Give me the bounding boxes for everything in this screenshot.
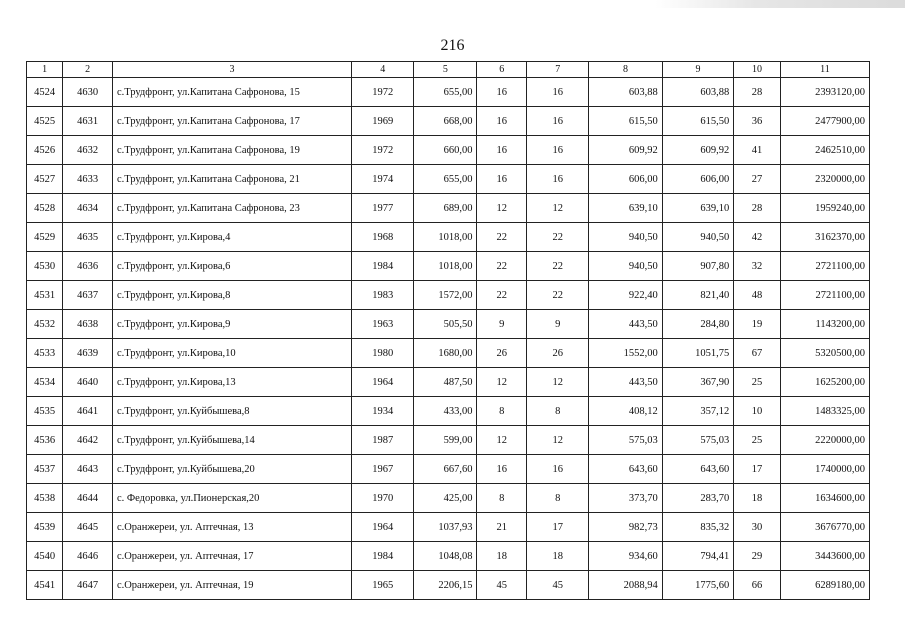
cell-apartments-count: 12 bbox=[477, 426, 527, 455]
cell-apartments-count-2: 26 bbox=[527, 339, 589, 368]
cell-year-built: 1977 bbox=[352, 194, 414, 223]
housing-register-table bbox=[26, 61, 870, 600]
cell-living-area: 609,92 bbox=[589, 136, 663, 165]
table-row bbox=[27, 310, 870, 339]
cell-building-id: 4646 bbox=[63, 542, 113, 571]
cell-living-area: 940,50 bbox=[589, 252, 663, 281]
cell-apartments-count: 22 bbox=[477, 223, 527, 252]
table-body bbox=[27, 78, 870, 600]
cell-living-area: 1552,00 bbox=[589, 339, 663, 368]
table-row bbox=[27, 78, 870, 107]
cell-living-area: 922,40 bbox=[589, 281, 663, 310]
column-header: 5 bbox=[414, 62, 477, 78]
cell-address: с.Трудфронт, ул.Капитана Сафронова, 23 bbox=[112, 194, 351, 223]
cell-apartments-count: 16 bbox=[477, 107, 527, 136]
cell-living-area-2: 367,90 bbox=[662, 368, 733, 397]
cell-residents-count: 67 bbox=[734, 339, 781, 368]
cell-year-built: 1969 bbox=[352, 107, 414, 136]
table-row bbox=[27, 194, 870, 223]
cell-address: с.Трудфронт, ул.Кирова,8 bbox=[112, 281, 351, 310]
cell-living-area: 639,10 bbox=[589, 194, 663, 223]
table-row bbox=[27, 513, 870, 542]
cell-row-number: 4529 bbox=[27, 223, 63, 252]
cell-total-area: 689,00 bbox=[414, 194, 477, 223]
cell-year-built: 1984 bbox=[352, 542, 414, 571]
cell-row-number: 4524 bbox=[27, 78, 63, 107]
cell-year-built: 1972 bbox=[352, 136, 414, 165]
cell-address: с.Трудфронт, ул.Куйбышева,14 bbox=[112, 426, 351, 455]
cell-residents-count: 18 bbox=[734, 484, 781, 513]
cell-apartments-count-2: 8 bbox=[527, 484, 589, 513]
cell-address: с.Трудфронт, ул.Капитана Сафронова, 17 bbox=[112, 107, 351, 136]
cell-total-area: 655,00 bbox=[414, 165, 477, 194]
cell-row-number: 4537 bbox=[27, 455, 63, 484]
cell-row-number: 4541 bbox=[27, 571, 63, 600]
cell-living-area: 643,60 bbox=[589, 455, 663, 484]
cell-living-area: 443,50 bbox=[589, 310, 663, 339]
cell-building-id: 4645 bbox=[63, 513, 113, 542]
cell-cost: 2393120,00 bbox=[780, 78, 869, 107]
cell-building-id: 4647 bbox=[63, 571, 113, 600]
cell-residents-count: 30 bbox=[734, 513, 781, 542]
cell-residents-count: 17 bbox=[734, 455, 781, 484]
cell-total-area: 599,00 bbox=[414, 426, 477, 455]
cell-row-number: 4535 bbox=[27, 397, 63, 426]
cell-row-number: 4536 bbox=[27, 426, 63, 455]
cell-living-area: 940,50 bbox=[589, 223, 663, 252]
cell-total-area: 1572,00 bbox=[414, 281, 477, 310]
cell-building-id: 4635 bbox=[63, 223, 113, 252]
cell-living-area: 615,50 bbox=[589, 107, 663, 136]
cell-living-area-2: 639,10 bbox=[662, 194, 733, 223]
table-row bbox=[27, 368, 870, 397]
table-row bbox=[27, 252, 870, 281]
cell-total-area: 1037,93 bbox=[414, 513, 477, 542]
cell-living-area-2: 284,80 bbox=[662, 310, 733, 339]
cell-residents-count: 66 bbox=[734, 571, 781, 600]
cell-residents-count: 28 bbox=[734, 194, 781, 223]
cell-apartments-count: 8 bbox=[477, 397, 527, 426]
cell-living-area-2: 835,32 bbox=[662, 513, 733, 542]
cell-address: с.Трудфронт, ул.Капитана Сафронова, 21 bbox=[112, 165, 351, 194]
scan-artifact bbox=[655, 0, 905, 8]
cell-address: с.Трудфронт, ул.Капитана Сафронова, 19 bbox=[112, 136, 351, 165]
cell-total-area: 2206,15 bbox=[414, 571, 477, 600]
cell-apartments-count: 16 bbox=[477, 78, 527, 107]
cell-year-built: 1970 bbox=[352, 484, 414, 513]
cell-apartments-count-2: 8 bbox=[527, 397, 589, 426]
cell-living-area-2: 606,00 bbox=[662, 165, 733, 194]
cell-living-area: 408,12 bbox=[589, 397, 663, 426]
cell-living-area: 373,70 bbox=[589, 484, 663, 513]
table-row bbox=[27, 455, 870, 484]
cell-apartments-count-2: 18 bbox=[527, 542, 589, 571]
table-row bbox=[27, 223, 870, 252]
table-row bbox=[27, 107, 870, 136]
cell-year-built: 1964 bbox=[352, 368, 414, 397]
cell-living-area-2: 575,03 bbox=[662, 426, 733, 455]
column-header: 1 bbox=[27, 62, 63, 78]
cell-living-area-2: 615,50 bbox=[662, 107, 733, 136]
cell-address: с.Оранжереи, ул. Аптечная, 13 bbox=[112, 513, 351, 542]
cell-year-built: 1934 bbox=[352, 397, 414, 426]
cell-address: с.Оранжереи, ул. Аптечная, 17 bbox=[112, 542, 351, 571]
table-row bbox=[27, 136, 870, 165]
cell-total-area: 487,50 bbox=[414, 368, 477, 397]
cell-address: с.Трудфронт, ул.Куйбышева,8 bbox=[112, 397, 351, 426]
cell-residents-count: 29 bbox=[734, 542, 781, 571]
cell-building-id: 4630 bbox=[63, 78, 113, 107]
cell-living-area-2: 940,50 bbox=[662, 223, 733, 252]
cell-total-area: 433,00 bbox=[414, 397, 477, 426]
cell-building-id: 4641 bbox=[63, 397, 113, 426]
cell-year-built: 1974 bbox=[352, 165, 414, 194]
cell-building-id: 4643 bbox=[63, 455, 113, 484]
cell-address: с.Оранжереи, ул. Аптечная, 19 bbox=[112, 571, 351, 600]
cell-year-built: 1965 bbox=[352, 571, 414, 600]
cell-living-area: 606,00 bbox=[589, 165, 663, 194]
cell-apartments-count: 21 bbox=[477, 513, 527, 542]
cell-residents-count: 28 bbox=[734, 78, 781, 107]
cell-cost: 1740000,00 bbox=[780, 455, 869, 484]
cell-living-area-2: 1051,75 bbox=[662, 339, 733, 368]
cell-row-number: 4534 bbox=[27, 368, 63, 397]
cell-year-built: 1972 bbox=[352, 78, 414, 107]
cell-building-id: 4637 bbox=[63, 281, 113, 310]
cell-row-number: 4531 bbox=[27, 281, 63, 310]
cell-residents-count: 25 bbox=[734, 426, 781, 455]
cell-living-area-2: 283,70 bbox=[662, 484, 733, 513]
cell-residents-count: 25 bbox=[734, 368, 781, 397]
cell-cost: 2477900,00 bbox=[780, 107, 869, 136]
cell-apartments-count-2: 12 bbox=[527, 426, 589, 455]
cell-row-number: 4540 bbox=[27, 542, 63, 571]
cell-total-area: 1018,00 bbox=[414, 223, 477, 252]
cell-apartments-count-2: 9 bbox=[527, 310, 589, 339]
cell-total-area: 660,00 bbox=[414, 136, 477, 165]
column-header: 4 bbox=[352, 62, 414, 78]
cell-apartments-count-2: 16 bbox=[527, 107, 589, 136]
table-row bbox=[27, 426, 870, 455]
cell-total-area: 667,60 bbox=[414, 455, 477, 484]
cell-residents-count: 27 bbox=[734, 165, 781, 194]
cell-address: с.Трудфронт, ул.Кирова,6 bbox=[112, 252, 351, 281]
cell-row-number: 4539 bbox=[27, 513, 63, 542]
cell-living-area-2: 907,80 bbox=[662, 252, 733, 281]
cell-building-id: 4633 bbox=[63, 165, 113, 194]
cell-cost: 2721100,00 bbox=[780, 252, 869, 281]
table-row bbox=[27, 542, 870, 571]
cell-apartments-count-2: 17 bbox=[527, 513, 589, 542]
cell-total-area: 425,00 bbox=[414, 484, 477, 513]
cell-cost: 2220000,00 bbox=[780, 426, 869, 455]
cell-residents-count: 36 bbox=[734, 107, 781, 136]
cell-building-id: 4636 bbox=[63, 252, 113, 281]
cell-total-area: 1018,00 bbox=[414, 252, 477, 281]
cell-apartments-count: 16 bbox=[477, 455, 527, 484]
cell-residents-count: 41 bbox=[734, 136, 781, 165]
cell-residents-count: 42 bbox=[734, 223, 781, 252]
column-header: 8 bbox=[589, 62, 663, 78]
cell-address: с.Трудфронт, ул.Кирова,9 bbox=[112, 310, 351, 339]
cell-cost: 3443600,00 bbox=[780, 542, 869, 571]
cell-cost: 1625200,00 bbox=[780, 368, 869, 397]
table-row bbox=[27, 165, 870, 194]
cell-building-id: 4632 bbox=[63, 136, 113, 165]
cell-cost: 1143200,00 bbox=[780, 310, 869, 339]
cell-row-number: 4530 bbox=[27, 252, 63, 281]
cell-apartments-count-2: 16 bbox=[527, 165, 589, 194]
cell-residents-count: 10 bbox=[734, 397, 781, 426]
cell-total-area: 1048,08 bbox=[414, 542, 477, 571]
cell-apartments-count: 16 bbox=[477, 136, 527, 165]
cell-cost: 6289180,00 bbox=[780, 571, 869, 600]
table-row bbox=[27, 571, 870, 600]
cell-building-id: 4639 bbox=[63, 339, 113, 368]
cell-living-area: 2088,94 bbox=[589, 571, 663, 600]
cell-building-id: 4638 bbox=[63, 310, 113, 339]
cell-living-area: 575,03 bbox=[589, 426, 663, 455]
cell-row-number: 4527 bbox=[27, 165, 63, 194]
column-header: 10 bbox=[734, 62, 781, 78]
cell-living-area-2: 609,92 bbox=[662, 136, 733, 165]
cell-total-area: 505,50 bbox=[414, 310, 477, 339]
cell-row-number: 4528 bbox=[27, 194, 63, 223]
cell-address: с.Трудфронт, ул.Кирова,4 bbox=[112, 223, 351, 252]
table-row bbox=[27, 397, 870, 426]
cell-row-number: 4538 bbox=[27, 484, 63, 513]
cell-year-built: 1963 bbox=[352, 310, 414, 339]
cell-cost: 3162370,00 bbox=[780, 223, 869, 252]
cell-apartments-count: 12 bbox=[477, 194, 527, 223]
cell-living-area-2: 794,41 bbox=[662, 542, 733, 571]
cell-apartments-count: 26 bbox=[477, 339, 527, 368]
cell-total-area: 668,00 bbox=[414, 107, 477, 136]
cell-living-area-2: 1775,60 bbox=[662, 571, 733, 600]
cell-cost: 2721100,00 bbox=[780, 281, 869, 310]
cell-apartments-count: 9 bbox=[477, 310, 527, 339]
table-row bbox=[27, 484, 870, 513]
column-header: 2 bbox=[63, 62, 113, 78]
cell-address: с.Трудфронт, ул.Куйбышева,20 bbox=[112, 455, 351, 484]
column-header: 3 bbox=[112, 62, 351, 78]
cell-apartments-count-2: 45 bbox=[527, 571, 589, 600]
cell-living-area-2: 643,60 bbox=[662, 455, 733, 484]
cell-living-area: 934,60 bbox=[589, 542, 663, 571]
cell-apartments-count: 22 bbox=[477, 281, 527, 310]
cell-row-number: 4525 bbox=[27, 107, 63, 136]
cell-residents-count: 48 bbox=[734, 281, 781, 310]
cell-row-number: 4532 bbox=[27, 310, 63, 339]
table-row bbox=[27, 281, 870, 310]
cell-address: с.Трудфронт, ул.Капитана Сафронова, 15 bbox=[112, 78, 351, 107]
cell-living-area-2: 603,88 bbox=[662, 78, 733, 107]
cell-apartments-count: 12 bbox=[477, 368, 527, 397]
cell-year-built: 1968 bbox=[352, 223, 414, 252]
cell-building-id: 4640 bbox=[63, 368, 113, 397]
cell-address: с. Федоровка, ул.Пионерская,20 bbox=[112, 484, 351, 513]
cell-apartments-count-2: 22 bbox=[527, 223, 589, 252]
cell-cost: 2462510,00 bbox=[780, 136, 869, 165]
cell-apartments-count: 45 bbox=[477, 571, 527, 600]
cell-year-built: 1987 bbox=[352, 426, 414, 455]
column-number-row bbox=[27, 62, 870, 78]
column-header: 11 bbox=[780, 62, 869, 78]
cell-apartments-count-2: 16 bbox=[527, 136, 589, 165]
cell-apartments-count-2: 22 bbox=[527, 252, 589, 281]
cell-row-number: 4533 bbox=[27, 339, 63, 368]
cell-living-area-2: 357,12 bbox=[662, 397, 733, 426]
cell-year-built: 1984 bbox=[352, 252, 414, 281]
cell-cost: 1634600,00 bbox=[780, 484, 869, 513]
cell-apartments-count-2: 16 bbox=[527, 78, 589, 107]
cell-address: с.Трудфронт, ул.Кирова,10 bbox=[112, 339, 351, 368]
cell-total-area: 655,00 bbox=[414, 78, 477, 107]
cell-apartments-count: 16 bbox=[477, 165, 527, 194]
cell-total-area: 1680,00 bbox=[414, 339, 477, 368]
cell-year-built: 1983 bbox=[352, 281, 414, 310]
cell-cost: 2320000,00 bbox=[780, 165, 869, 194]
cell-building-id: 4642 bbox=[63, 426, 113, 455]
cell-living-area: 603,88 bbox=[589, 78, 663, 107]
cell-apartments-count: 22 bbox=[477, 252, 527, 281]
cell-building-id: 4631 bbox=[63, 107, 113, 136]
cell-cost: 3676770,00 bbox=[780, 513, 869, 542]
cell-cost: 5320500,00 bbox=[780, 339, 869, 368]
cell-year-built: 1980 bbox=[352, 339, 414, 368]
page-number: 216 bbox=[440, 37, 465, 54]
column-header: 9 bbox=[662, 62, 733, 78]
cell-year-built: 1964 bbox=[352, 513, 414, 542]
cell-address: с.Трудфронт, ул.Кирова,13 bbox=[112, 368, 351, 397]
cell-building-id: 4634 bbox=[63, 194, 113, 223]
cell-living-area-2: 821,40 bbox=[662, 281, 733, 310]
cell-cost: 1959240,00 bbox=[780, 194, 869, 223]
cell-apartments-count-2: 16 bbox=[527, 455, 589, 484]
cell-living-area: 982,73 bbox=[589, 513, 663, 542]
column-header: 6 bbox=[477, 62, 527, 78]
cell-cost: 1483325,00 bbox=[780, 397, 869, 426]
cell-apartments-count-2: 12 bbox=[527, 368, 589, 397]
cell-building-id: 4644 bbox=[63, 484, 113, 513]
cell-apartments-count-2: 12 bbox=[527, 194, 589, 223]
cell-residents-count: 32 bbox=[734, 252, 781, 281]
cell-living-area: 443,50 bbox=[589, 368, 663, 397]
cell-apartments-count-2: 22 bbox=[527, 281, 589, 310]
cell-row-number: 4526 bbox=[27, 136, 63, 165]
cell-apartments-count: 8 bbox=[477, 484, 527, 513]
column-header: 7 bbox=[527, 62, 589, 78]
table-row bbox=[27, 339, 870, 368]
cell-apartments-count: 18 bbox=[477, 542, 527, 571]
cell-year-built: 1967 bbox=[352, 455, 414, 484]
cell-residents-count: 19 bbox=[734, 310, 781, 339]
